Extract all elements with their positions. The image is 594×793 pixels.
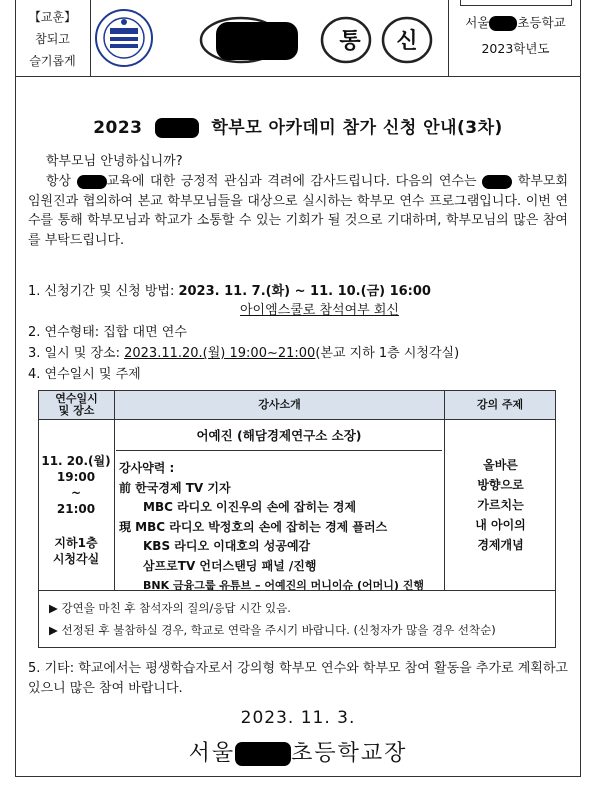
intro-paragraph: 항상 교육에 대한 긍정적 관심과 격려에 감사드립니다. 다음의 연수는 학부모회 임원진과 협의하여 본교 학부모님들을 대상으로 실시하는 학부모 연수 프로그램입니다. 이번 연수를 통해 학부모님과 학교가 소통할 수 있는 기회가 될 것으로 기대하며, 학부모님의 많은 참여를 부탁드립니다.	[28, 174, 569, 248]
banner-char-1: 통	[339, 29, 361, 54]
date-cell: 11. 20.(월) 19:00 ~ 21:00 지하1층 시청각실	[39, 453, 113, 567]
lecturer-bio: 강사약력 : 前 한국경제 TV 기자 MBC 라디오 이진우의 손에 잡히는 경제 現 MBC 라디오 박정호의 손에 잡히는 경제 플러스 KBS 라디오 이대호의 성공예감 삼프로TV 언더스탠딩 패널 /진행 BNK 금융그룹 유튜브 – 어예진의 머니이슈 (어머니) 진행	[119, 461, 424, 592]
place-line-1: 지하1층	[54, 536, 98, 550]
item-schedule-topic: 4. 연수일시 및 주제	[28, 367, 141, 382]
motto-line-2: 슬기롭게	[29, 54, 76, 68]
item-application-period: 1. 신청기간 및 신청 방법: 2023. 11. 7.(화) ~ 11. 10.(금) 16:00	[28, 284, 431, 299]
school-emblem-icon	[94, 8, 154, 68]
item-date-place: 3. 일시 및 장소: 2023.11.20.(월) 19:00~21:00(본교 지하 1층 시청각실)	[28, 346, 460, 361]
note-qa: ▶ 강연을 마친 후 참석자의 질의/응답 시간 있음.	[49, 601, 291, 615]
col-header-date: 연수일시 및 장소	[39, 391, 114, 420]
principal-signature: 서울 초등학교장	[188, 741, 408, 766]
issue-date: 2023. 11. 3.	[240, 708, 356, 728]
school-info	[448, 0, 582, 76]
item-application-method: 아이엠스쿨로 참석여부 회신	[240, 303, 399, 318]
col-divider	[114, 391, 115, 590]
lecturer-name: 어예진 (해담경제연구소 소장)	[116, 422, 442, 451]
table-notes	[39, 590, 555, 647]
item-training-type: 2. 연수형태: 집합 대면 연수	[28, 325, 187, 340]
col-header-lecturer: 강사소개	[115, 391, 444, 420]
schedule-table	[38, 390, 556, 648]
redaction	[235, 742, 291, 766]
col-header-topic: 강의 주제	[445, 391, 555, 420]
school-name: 서울 초등학교	[465, 15, 566, 30]
redaction	[155, 118, 199, 138]
place-line-2: 시청각실	[52, 552, 100, 566]
greeting: 학부모님 안녕하십니까?	[46, 154, 183, 169]
school-year: 2023학년도	[481, 41, 550, 56]
motto-line-1: 참되고	[35, 32, 70, 46]
redaction	[77, 175, 107, 189]
school-motto	[15, 0, 91, 76]
redaction	[489, 16, 517, 31]
banner-char-2: 신	[396, 29, 418, 54]
lecture-topic: 올바른 방향으로 가르치는 내 아이의 경제개념	[475, 458, 526, 552]
header-divider	[15, 76, 581, 77]
redaction	[482, 175, 512, 189]
page-title: 2023 학부모 아카데미 참가 신청 안내(3차)	[93, 118, 503, 138]
motto-title: 【교훈】	[28, 10, 77, 24]
item-other: 5. 기타: 학교에서는 평생학습자로서 강의형 학부모 연수와 학부모 참여 활동을 추가로 계획하고 있으니 많은 참여 바랍니다.	[28, 661, 568, 696]
note-absence: ▶ 선정된 후 불참하실 경우, 학교로 연락을 주시기 바랍니다. (신청자가 많을 경우 선착순)	[49, 623, 496, 637]
